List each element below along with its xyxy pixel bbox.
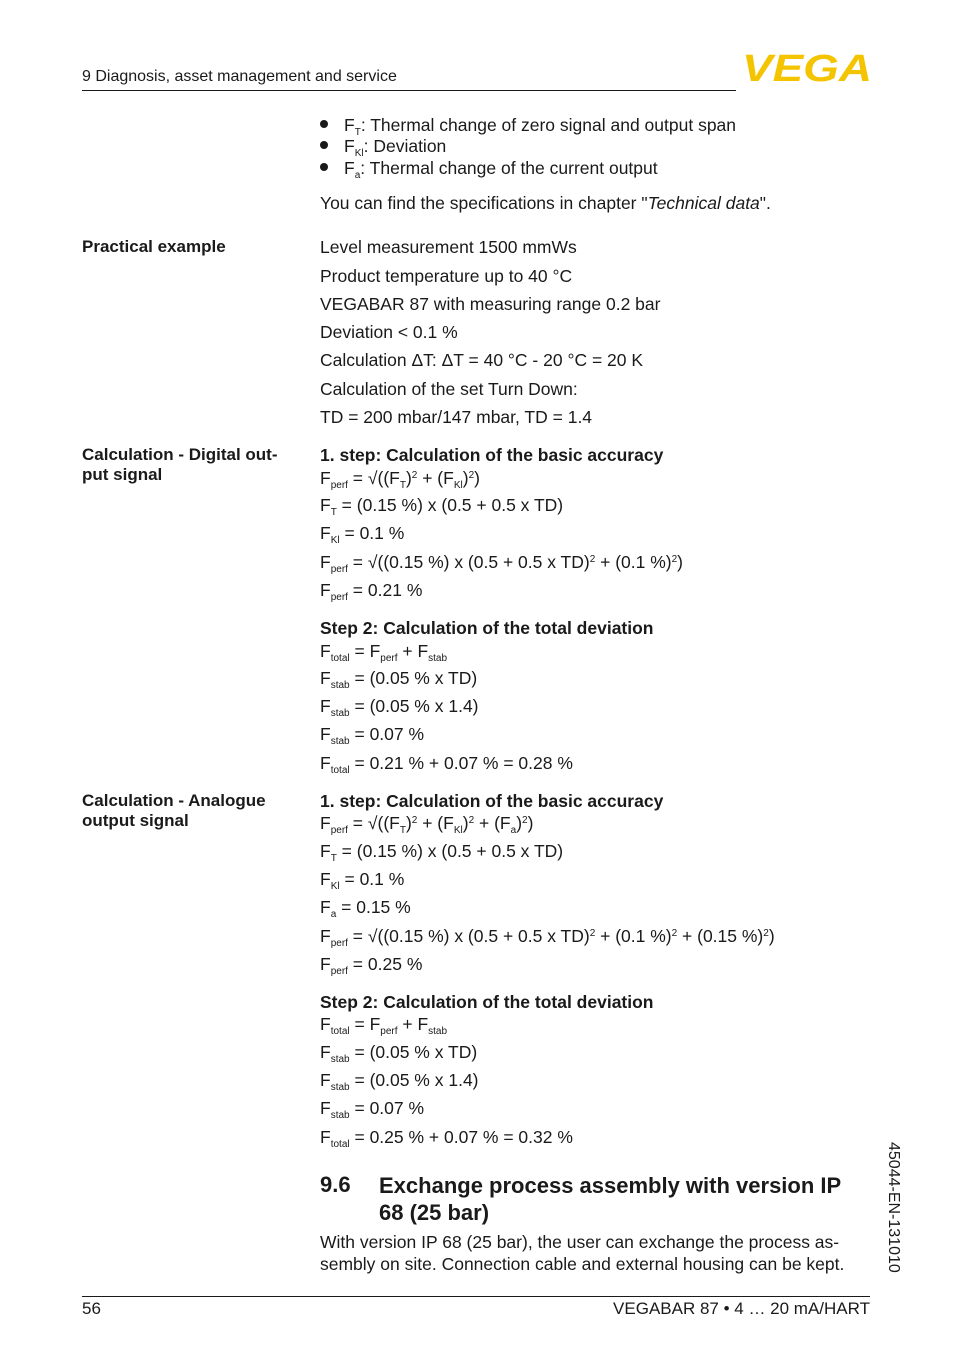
bullet-icon	[320, 141, 328, 149]
label-practical-example: Practical example	[82, 237, 226, 256]
running-header: 9 Diagnosis, asset management and service	[82, 68, 397, 85]
formula-line: $F_{stab} = 0.07$ %	[320, 724, 425, 747]
practical-line: Deviation < 0.1 %	[320, 322, 458, 342]
document-code: 45044-EN-131010	[885, 1142, 902, 1273]
formula-line: $F_{perf} = √((F_T)^2 + (F_{Kl})^2 + (F_a)^2)$	[320, 813, 534, 836]
formula-line: $F_{Kl} = 0.1$ %	[320, 869, 405, 892]
section-title: Exchange process assembly with version IP 68 (25 bar)	[379, 1173, 841, 1225]
header-divider	[82, 90, 736, 91]
practical-line: Calculation of the set Turn Down:	[320, 379, 578, 399]
spec-reference: You can find the specifications in chapter "Technical data".	[320, 193, 771, 213]
formula-line: $F_{total} = 0.21$ % + 0.07 % = 0.28 %	[320, 753, 573, 776]
formula-line: $F_{Kl} = 0.1$ %	[320, 523, 405, 546]
list-item-fkl: $F_{Kl}$: Deviation	[320, 136, 446, 157]
analogue-step2-heading: Step 2: Calculation of the total deviation	[320, 992, 654, 1012]
analogue-step1-heading: 1. step: Calculation of the basic accuracy	[320, 791, 664, 811]
page-number: 56	[82, 1299, 101, 1318]
vega-logo	[742, 52, 872, 84]
formula-line: $F_{total} = F_{perf} + F_{stab}$	[320, 1014, 448, 1037]
label-analogue-output: Calculation - Analogue output signal	[82, 791, 266, 830]
practical-line: Product temperature up to 40 °C	[320, 266, 573, 286]
list-item-ft: $F_T$: Thermal change of zero signal and output span	[320, 115, 736, 136]
formula-line: $F_{total} = 0.25$ % + 0.07 % = 0.32 %	[320, 1127, 573, 1150]
list-item-fa: $F_a$: Thermal change of the current output	[320, 158, 658, 179]
formula-line: $F_{perf} = 0.21$ %	[320, 580, 423, 603]
practical-line: Calculation ΔT: ΔT = 40 °C - 20 °C = 20 K	[320, 350, 644, 370]
bullet-icon	[320, 120, 328, 128]
formula-line: $F_{perf} = √((0.15$ %) x (0.5 + 0.5 x TD)$^2$ + (0.1 %)$^2$ + (0.15 %)$^2$)	[320, 926, 775, 949]
footer-product: VEGABAR 87 • 4 … 20 mA/HART	[613, 1299, 870, 1318]
formula-line: $F_{total} = F_{perf} + F_{stab}$	[320, 641, 448, 664]
section-paragraph: With version IP 68 (25 bar), the user can exchange the process as-sembly on site. Connection cable and external housing can be kept.	[320, 1232, 845, 1274]
formula-line: $F_{stab} = (0.05$ % x TD)	[320, 1042, 478, 1065]
vega-logo-text: VEGA	[742, 52, 872, 84]
formula-line: $F_{stab} = (0.05$ % x 1.4)	[320, 1070, 479, 1093]
formula-line: $F_T = (0.15$ %) x (0.5 + 0.5 x TD)	[320, 841, 564, 864]
formula-line: $F_T = (0.15$ %) x (0.5 + 0.5 x TD)	[320, 495, 564, 518]
formula-line: $F_{perf} = 0.25$ %	[320, 954, 423, 977]
footer-divider	[82, 1296, 870, 1297]
bullet-icon	[320, 163, 328, 171]
formula-line: $F_{perf} = √((F_T)^2 + (F_{Kl})^2)$	[320, 468, 480, 491]
formula-line: $F_a = 0.15$ %	[320, 897, 411, 920]
formula-line: $F_{stab} = (0.05$ % x 1.4)	[320, 696, 479, 719]
digital-step1-heading: 1. step: Calculation of the basic accuracy	[320, 445, 664, 465]
section-number: 9.6	[320, 1172, 351, 1197]
formula-line: $F_{perf} = √((0.15$ %) x (0.5 + 0.5 x TD)$^2$ + (0.1 %)$^2$)	[320, 552, 683, 575]
label-digital-output: Calculation - Digital out-put signal	[82, 445, 278, 484]
formula-line: $F_{stab} = (0.05$ % x TD)	[320, 668, 478, 691]
digital-step2-heading: Step 2: Calculation of the total deviation	[320, 618, 654, 638]
practical-line: Level measurement 1500 mmWs	[320, 237, 577, 257]
practical-line: TD = 200 mbar/147 mbar, TD = 1.4	[320, 407, 593, 427]
practical-line: VEGABAR 87 with measuring range 0.2 bar	[320, 294, 661, 314]
formula-line: $F_{stab} = 0.07$ %	[320, 1098, 425, 1121]
